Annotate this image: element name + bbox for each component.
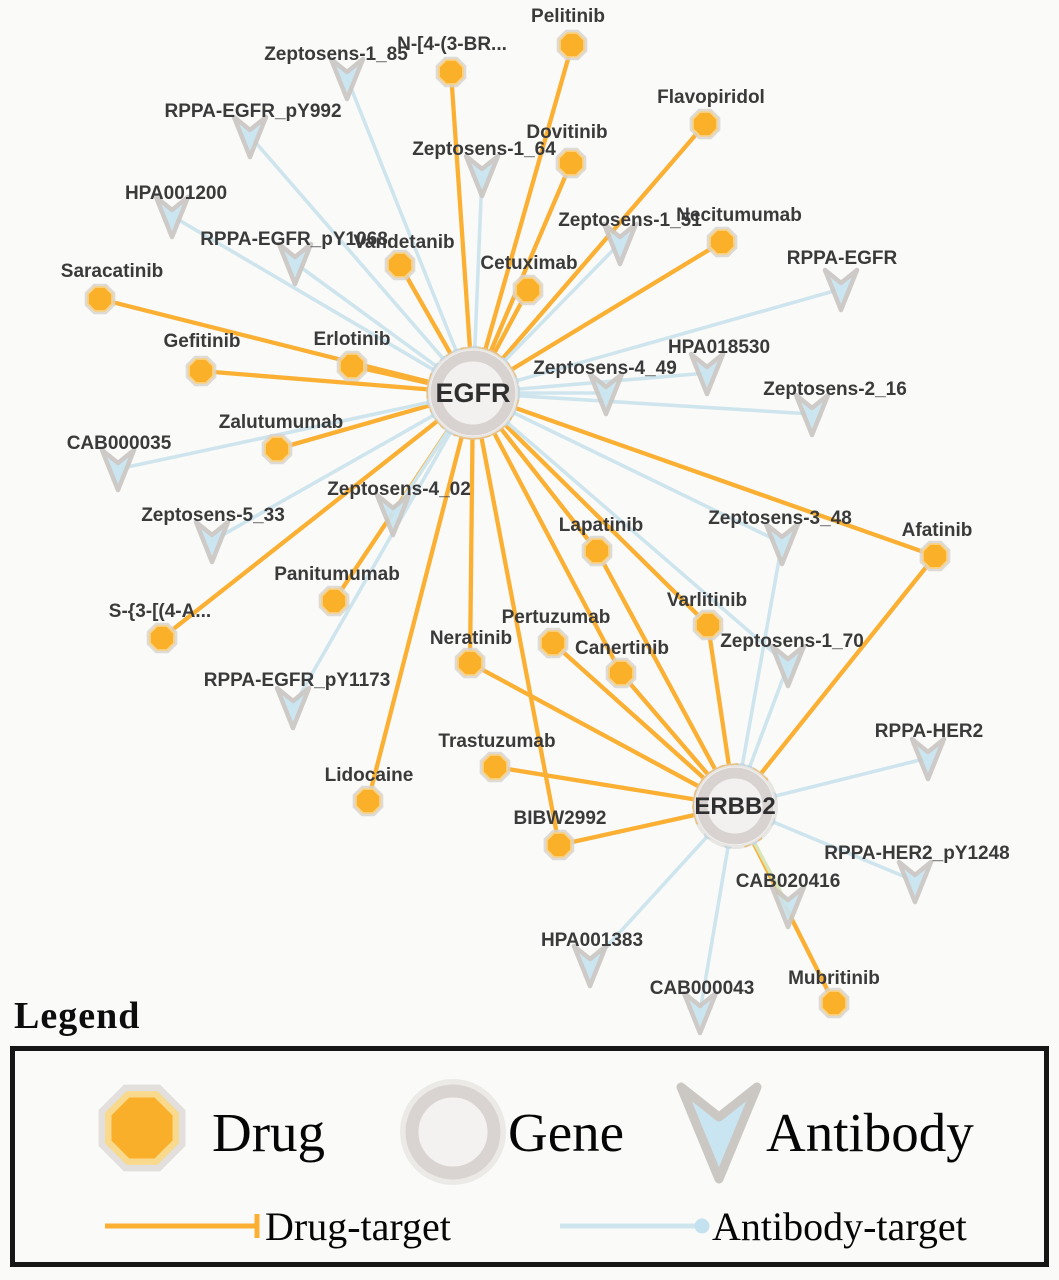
drug-node-mubritinib[interactable] [819, 988, 850, 1019]
rppa-her2-erbb2-edge [772, 758, 928, 797]
lidocaine-label: Lidocaine [324, 765, 414, 786]
antibody-node-cab000043[interactable] [684, 993, 716, 1033]
dovitinib-label: Dovitinib [526, 122, 608, 143]
antibody-node-zeptosens-5-33[interactable] [196, 522, 228, 562]
panitumumab-label: Panitumumab [274, 564, 400, 585]
bibw2992-label: BIBW2992 [513, 808, 607, 829]
rppa-egfr-py1068-label: RPPA-EGFR_pY1068 [200, 229, 388, 250]
drug-target-line-icon [105, 1214, 257, 1238]
varlitinib-label: Varlitinib [666, 590, 748, 611]
mubritinib-label: Mubritinib [788, 968, 880, 989]
flavopiridol-label: Flavopiridol [657, 87, 765, 108]
gene-circle-icon [398, 1077, 508, 1187]
legend-antibody-target-label: Antibody-target [712, 1204, 967, 1249]
labels-layer [61, 6, 1010, 999]
antibody-node-rppa-egfr[interactable] [825, 270, 857, 310]
drug-node-s-3-4a[interactable] [147, 623, 178, 654]
drug-node-saracatinib[interactable] [85, 284, 116, 315]
zeptosens-1-64-label: Zeptosens-1_64 [412, 139, 556, 160]
drug-node-vandetanib[interactable] [385, 250, 416, 281]
canertinib-erbb2-edge [621, 673, 710, 777]
rppa-egfr-py992-label: RPPA-EGFR_pY992 [164, 101, 342, 122]
antibody-node-rppa-egfr-py1068[interactable] [279, 244, 311, 284]
legend-gene-label: Gene [508, 1102, 625, 1163]
antibody-node-rppa-egfr-py1173[interactable] [277, 688, 309, 728]
drug-node-gefitinib[interactable] [186, 356, 217, 387]
pertuzumab-label: Pertuzumab [501, 607, 611, 628]
necitumumab-label: Necitumumab [676, 205, 802, 226]
drug-node-necitumumab[interactable] [707, 227, 738, 258]
zeptosens-5-33-label: Zeptosens-5_33 [141, 505, 285, 526]
drug-node-cetuximab[interactable] [513, 275, 544, 306]
antibody-node-zeptosens-1-64[interactable] [466, 156, 498, 196]
drug-node-dovitinib[interactable] [556, 148, 587, 179]
drug-node-varlitinib[interactable] [693, 610, 724, 641]
drug-node-bibw2992[interactable] [544, 830, 575, 861]
cetuximab-label: Cetuximab [480, 253, 578, 274]
n4-3br-label: N-[4-(3-BR... [397, 34, 507, 55]
zalutumumab-label: Zalutumumab [218, 412, 344, 433]
drug-node-lapatinib[interactable] [582, 536, 613, 567]
zeptosens-1-70-label: Zeptosens-1_70 [720, 631, 864, 652]
saracatinib-label: Saracatinib [60, 261, 164, 282]
legend-drug-target-label: Drug-target [265, 1204, 451, 1249]
antibody-node-cab000035[interactable] [102, 450, 134, 490]
zeptosens-1-85-label: Zeptosens-1_85 [264, 44, 408, 65]
egfr-gene-label: EGFR [435, 378, 511, 408]
hpa001200-label: HPA001200 [124, 183, 228, 204]
zeptosens-1-51-label: Zeptosens-1_51 [558, 210, 702, 231]
antibody-node-zeptosens-1-85[interactable] [331, 59, 363, 99]
canertinib-label: Canertinib [575, 638, 669, 659]
antibody-node-cab020416[interactable] [772, 887, 804, 927]
drug-node-pelitinib[interactable] [557, 30, 588, 61]
gene-node-erbb2[interactable] [694, 765, 776, 847]
drug-node-pertuzumab[interactable] [538, 628, 569, 659]
drug-node-trastuzumab[interactable] [480, 752, 511, 783]
rppa-egfr-label: RPPA-EGFR [786, 248, 898, 269]
hpa018530-label: HPA018530 [667, 337, 771, 358]
trastuzumab-erbb2-edge [495, 767, 697, 800]
lapatinib-label: Lapatinib [558, 515, 644, 536]
drug-node-neratinib[interactable] [455, 648, 486, 679]
cab000035-label: CAB000035 [66, 433, 172, 454]
zeptosens-2-16-label: Zeptosens-2_16 [763, 379, 907, 400]
gene-node-egfr[interactable] [428, 348, 518, 438]
rppa-her2-py1248-label: RPPA-HER2_pY1248 [824, 843, 1010, 864]
drug-octagon-icon [92, 1078, 192, 1178]
s-3-4a-label: S-{3-[(4-A... [108, 601, 212, 622]
vandetanib-label: Vandetanib [353, 232, 455, 253]
antibody-node-hpa001383[interactable] [574, 946, 606, 986]
pelitinib-label: Pelitinib [531, 6, 605, 27]
antibody-chevron-icon [669, 1075, 769, 1187]
antibody-node-zeptosens-3-48[interactable] [766, 524, 798, 564]
hpa001383-label: HPA001383 [540, 930, 644, 951]
zeptosens-1-70-erbb2-edge [748, 665, 788, 770]
antibody-node-rppa-her2-py1248[interactable] [899, 862, 931, 902]
drug-node-zalutumumab[interactable] [262, 434, 293, 465]
drug-node-n4-3br[interactable] [436, 57, 467, 88]
antibody-target-line-icon [560, 1219, 710, 1234]
zeptosens-3-48-label: Zeptosens-3_48 [708, 508, 852, 529]
zeptosens-4-49-label: Zeptosens-4_49 [533, 358, 677, 379]
legend-drug-label: Drug [212, 1102, 326, 1163]
drug-node-canertinib[interactable] [606, 658, 637, 689]
rppa-egfr-py1173-label: RPPA-EGFR_pY1173 [203, 670, 391, 691]
legend-antibody-label: Antibody [766, 1102, 974, 1163]
n4-3br-egfr-edge [451, 72, 470, 351]
cab000043-label: CAB000043 [649, 978, 755, 999]
antibody-node-zeptosens-1-70[interactable] [772, 646, 804, 686]
cab020416-label: CAB020416 [735, 871, 841, 892]
trastuzumab-label: Trastuzumab [438, 731, 556, 752]
legend-title: Legend [14, 995, 141, 1037]
rppa-her2-label: RPPA-HER2 [874, 721, 984, 742]
drug-node-panitumumab[interactable] [319, 586, 350, 617]
drug-node-flavopiridol[interactable] [690, 109, 721, 140]
afatinib-label: Afatinib [901, 520, 973, 541]
zeptosens-4-02-label: Zeptosens-4_02 [327, 479, 471, 500]
gefitinib-label: Gefitinib [163, 331, 241, 352]
erlotinib-label: Erlotinib [313, 329, 391, 350]
drug-node-afatinib[interactable] [920, 541, 951, 572]
drug-node-lidocaine[interactable] [353, 786, 384, 817]
neratinib-label: Neratinib [429, 628, 513, 649]
erbb2-gene-label: ERBB2 [694, 793, 776, 820]
drug-node-erlotinib[interactable] [337, 351, 368, 382]
